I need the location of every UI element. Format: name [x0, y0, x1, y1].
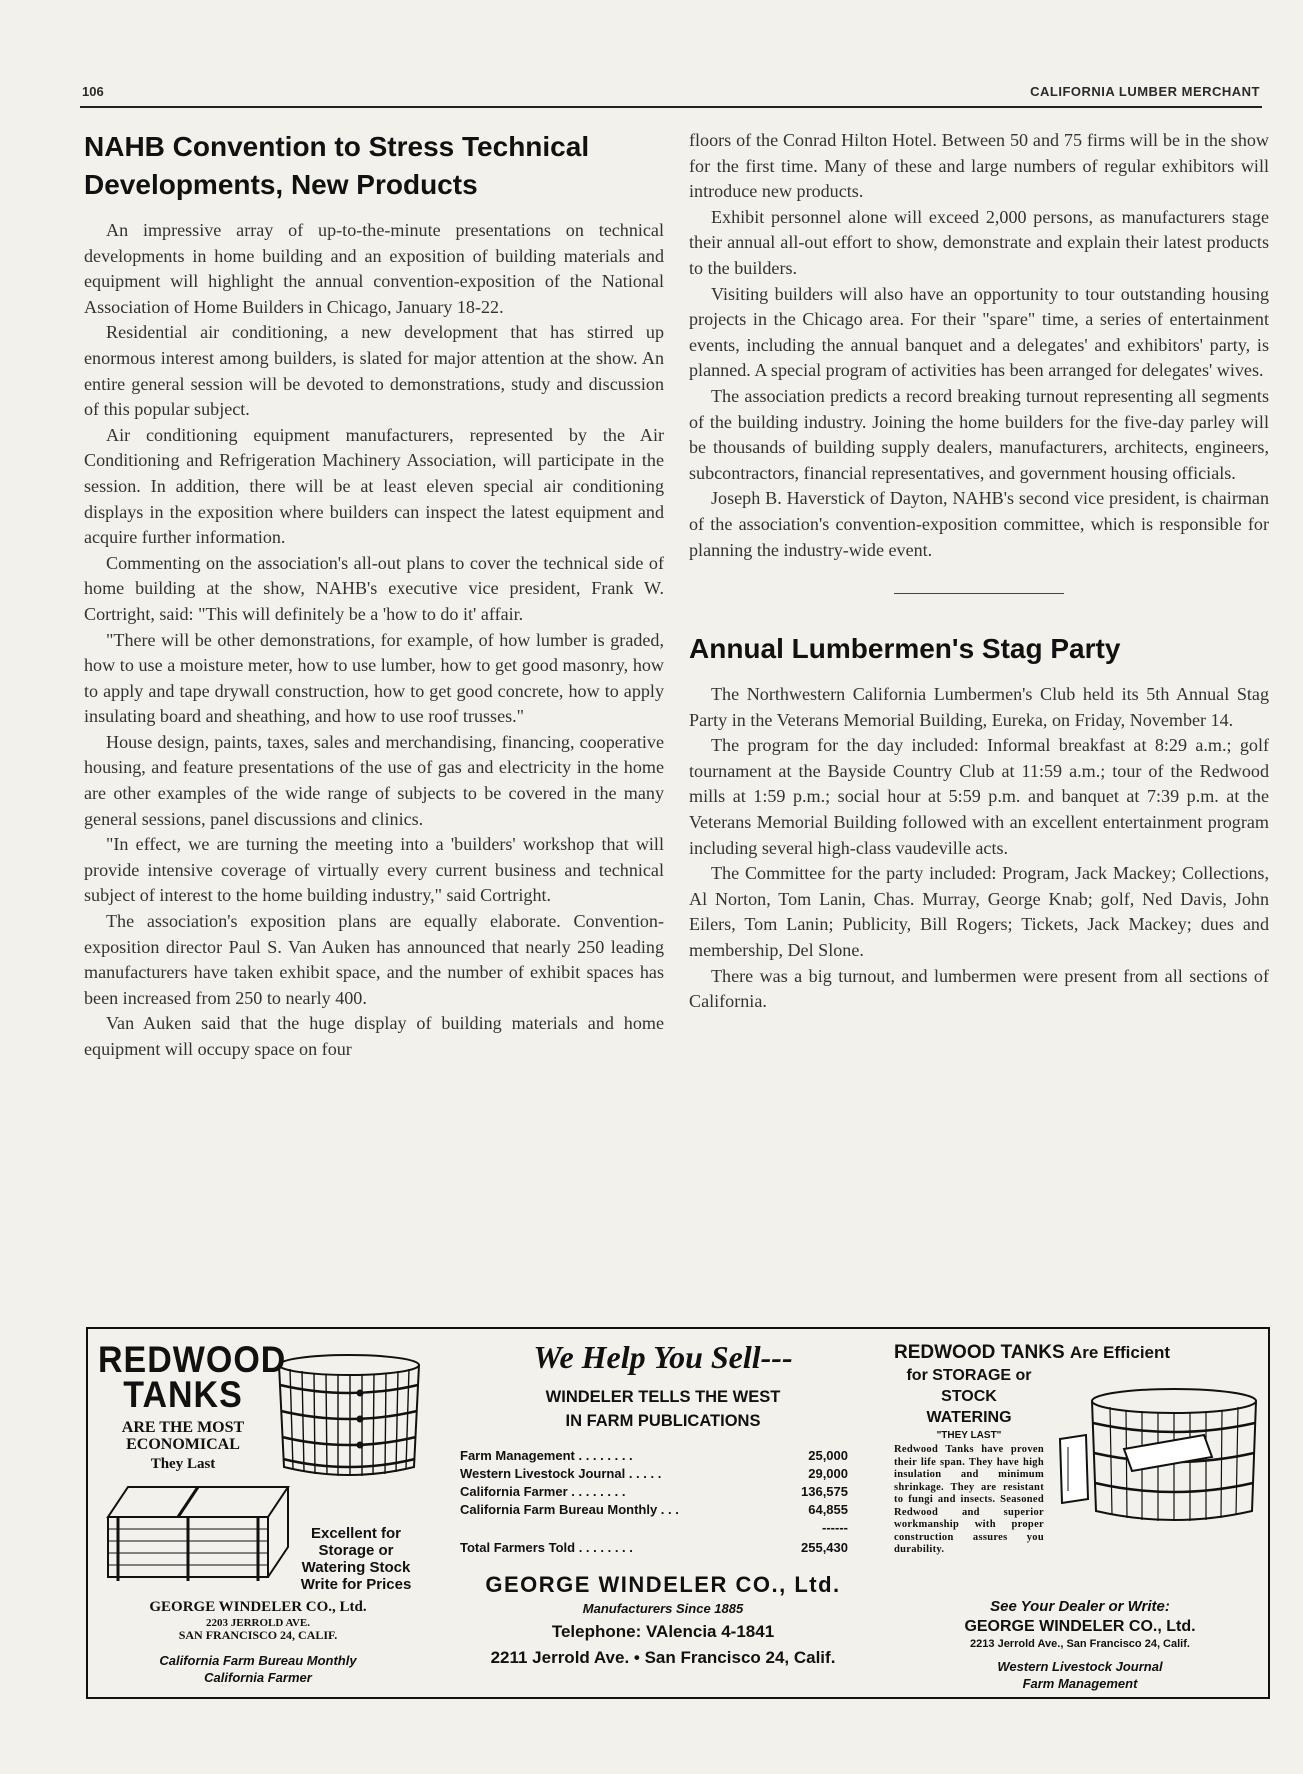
advertisement-box — [86, 1327, 1270, 1699]
ad-text-line: STOCK — [941, 1388, 997, 1405]
ad-windeler-farm-publications — [450, 1329, 876, 1697]
row-value: 64,855 — [808, 1502, 848, 1517]
table-rule — [460, 1519, 848, 1537]
ad-circulation-table — [460, 1447, 848, 1557]
ad-address: 2213 Jerrold Ave., San Francisco 24, Calif. — [970, 1638, 1190, 1650]
article-paragraph: House design, paints, taxes, sales and merchandising, financing, cooperative housing, and feature presentations of the use of gas and electricity in the home are other examples of the wide range of subjects to be covered in the many general sessions, panel discussions and clinics. — [84, 731, 664, 829]
article-paragraph: "There will be other demonstrations, for example, of how lumber is graded, how to use a moisture meter, how to use lumber, how to get good masonry, how to apply and tape drywall construction, how to get good concrete, how to apply insulating board and sheathing, and how to use roof trusses." — [84, 629, 664, 727]
article-paragraph: "In effect, we are turning the meeting into a 'builders' workshop that will provide intensive coverage of virtually every current business and technical subject of interest to the home building industry," said Cortright. — [84, 834, 664, 906]
row-name: Western Livestock Journal . . . . . — [460, 1466, 662, 1481]
ad-they-last: "THEY LAST" — [936, 1430, 1002, 1441]
ad-publication: California Farmer — [204, 1670, 312, 1685]
ad-text-line: Write for Prices — [300, 1576, 412, 1593]
ad-headline: WINDELER TELLS THE WEST — [545, 1388, 781, 1406]
article-title-nahb: NAHB Convention to Stress Technical Developments, New Products — [84, 131, 590, 200]
row-value: 25,000 — [808, 1448, 848, 1463]
table-row — [460, 1483, 848, 1501]
table-row — [460, 1465, 848, 1483]
ad-slogan: We Help You Sell--- — [533, 1339, 793, 1375]
ad-publication: Farm Management — [1022, 1676, 1138, 1691]
page-header — [80, 76, 1262, 108]
ad-address: 2211 Jerrold Ave. • San Francisco 24, Calif. — [490, 1648, 836, 1667]
row-name: Farm Management . . . . . . . . — [460, 1448, 633, 1463]
row-value: 136,575 — [801, 1484, 848, 1499]
article-paragraph: floors of the Conrad Hilton Hotel. Between 50 and 75 firms will be in the show for the first time. Many of these and large numbers of regular exhibitors will introduce new products. — [689, 130, 1269, 202]
ad-description: Redwood Tanks have proven their life span. They have high insulation and minimum shrinkage. They are resistant to fungi and insects. Seasoned Redwood and superior workmanship with proper construction assures you durability. — [894, 1444, 1044, 1555]
ad-address: SAN FRANCISCO 24, CALIF. — [178, 1628, 338, 1642]
ad-title — [894, 1341, 1266, 1365]
article-paragraph: Van Auken said that the huge display of building materials and home equipment will occupy space on four — [84, 1013, 664, 1059]
article-paragraph: There was a big turnout, and lumbermen were present from all sections of California. — [689, 965, 1269, 1012]
total-label: Total Farmers Told . . . . . . . . — [460, 1540, 633, 1555]
ad-telephone: Telephone: VAlencia 4-1841 — [551, 1622, 775, 1641]
ad-title-rest: Are Efficient — [1069, 1343, 1171, 1362]
article-paragraph: The Committee for the party included: Program, Jack Mackey; Collections, Al Norton, Tom Lanin, Chas. Murray, George Knab; golf, Ned Davis, John Eilers, Tom Lanin; Publicity, Bill Rogers; Tickets, Jack Mackey; dues and membership, Del Slone. — [689, 863, 1269, 961]
ad-headline: IN FARM PUBLICATIONS — [565, 1412, 761, 1430]
water-tank-illustration — [1054, 1379, 1264, 1529]
ad-subtitle: ARE THE MOST — [121, 1419, 245, 1436]
ad-address: 2203 JERROLD AVE. — [205, 1617, 310, 1629]
ad-title-line: REDWOOD — [98, 1339, 287, 1381]
ad-redwood-tanks-right — [894, 1329, 1266, 1697]
total-value: 255,430 — [801, 1540, 848, 1555]
ad-publication: Western Livestock Journal — [997, 1659, 1163, 1674]
publication-name: CALIFORNIA LUMBER MERCHANT — [1030, 84, 1260, 99]
row-name: California Farmer . . . . . . . . — [460, 1484, 626, 1499]
ad-excellent-block — [286, 1525, 426, 1593]
article-paragraph: Visiting builders will also have an opportunity to tour outstanding housing projects in the Chicago area. For their "spare" time, a series of entertainment events, including the annual banquet and a delegates' and exhibitors' party, is planned. A special program of activities has been arranged for delegates' wives. — [689, 283, 1269, 381]
article-paragraph: The Northwestern California Lumbermen's Club held its 5th Annual Stag Party in the Veterans Memorial Building, Eureka, on Friday, November 14. — [689, 684, 1269, 730]
ad-text-line: Watering Stock — [301, 1559, 411, 1576]
row-value: 29,000 — [808, 1466, 848, 1481]
table-total-row — [460, 1539, 848, 1557]
article-paragraph: Residential air conditioning, a new development that has stirred up enormous interest among builders, is slated for major attention at the show. An entire general session will be devoted to demonstrations, study and discussion of this popular subject. — [84, 322, 664, 420]
table-row — [460, 1501, 848, 1519]
round-tank-illustration — [274, 1351, 424, 1481]
article-paragraph: Exhibit personnel alone will exceed 2,000 persons, as manufacturers stage their annual all-out effort to show, demonstrate and explain their latest products to the builders. — [689, 206, 1269, 278]
rule-text: ------ — [822, 1520, 848, 1535]
article-paragraph: The association predicts a record breaking turnout representing all segments of the building industry. Joining the home builders for the five-day parley will be thousands of building supply dealers, manufacturers, architects, engineers, subcontractors, financial representatives, and government housing officials. — [689, 385, 1269, 483]
article-paragraph: An impressive array of up-to-the-minute presentations on technical developments in home building and an exposition of building materials and equipment will highlight the annual convention-exposition of the National Association of Home Builders in Chicago, January 18-22. — [84, 220, 664, 317]
ad-title-line: TANKS — [123, 1374, 243, 1416]
ad-publication: California Farm Bureau Monthly — [159, 1653, 357, 1668]
ad-company: GEORGE WINDELER CO., Ltd. — [149, 1599, 367, 1615]
row-name: California Farm Bureau Monthly . . . — [460, 1502, 679, 1517]
ad-text-line: Storage or — [318, 1542, 394, 1559]
ad-title-bold: REDWOOD TANKS — [894, 1342, 1065, 1363]
article-title-stag-party: Annual Lumbermen's Stag Party — [689, 633, 1121, 665]
ad-subtitle: ECONOMICAL — [126, 1436, 240, 1453]
article-paragraph: The association's exposition plans are equally elaborate. Convention-exposition director Paul S. Van Auken has announced that nearly 250 leading manufacturers have taken exhibit space, and the number of exhibit spaces has been increased from 250 to nearly 400. — [84, 911, 664, 1008]
ad-text-line: Excellent for — [310, 1525, 402, 1542]
ad-they-last: They Last — [150, 1456, 216, 1472]
article-paragraph: Commenting on the association's all-out plans to cover the technical side of home building at the show, NAHB's executive vice president, Frank W. Cortright, said: "This will definitely be a 'how to do it' affair. — [84, 552, 664, 624]
ad-redwood-tanks-left — [88, 1329, 428, 1697]
right-column — [689, 128, 1269, 1015]
ad-text-line: for STORAGE or — [906, 1367, 1032, 1384]
table-row — [460, 1447, 848, 1465]
article-paragraph: The program for the day included: Informal breakfast at 8:29 a.m.; golf tournament at the Bayside Country Club at 11:59 a.m.; tour of the Redwood mills at 1:59 p.m.; social hour at 5:59 p.m. and banquet at 7:39 p.m. at the Veterans Memorial Building followed with an excellent entertainment program including several high-class vaudeville acts. — [689, 735, 1269, 858]
article-paragraph: Air conditioning equipment manufacturers, represented by the Air Conditioning and Refrigeration Machinery Association, will participate in the session. In addition, there will be at least eleven special air conditioning displays in the exposition where builders can inspect the latest equipment and acquire further information. — [84, 424, 664, 548]
ad-text-line: WATERING — [926, 1409, 1012, 1426]
article-paragraph: Joseph B. Haverstick of Dayton, NAHB's second vice president, is chairman of the association's convention-exposition committee, which is responsible for planning the industry-wide event. — [689, 488, 1269, 560]
page-number: 106 — [82, 84, 104, 99]
ad-see-dealer: See Your Dealer or Write: — [990, 1598, 1170, 1615]
ad-company: GEORGE WINDELER CO., Ltd. — [485, 1572, 841, 1597]
trough-tank-illustration — [98, 1477, 298, 1587]
section-divider — [894, 593, 1064, 594]
left-column — [84, 128, 664, 1063]
ad-since: Manufacturers Since 1885 — [582, 1601, 744, 1616]
ad-company: GEORGE WINDELER CO., Ltd. — [964, 1618, 1196, 1635]
